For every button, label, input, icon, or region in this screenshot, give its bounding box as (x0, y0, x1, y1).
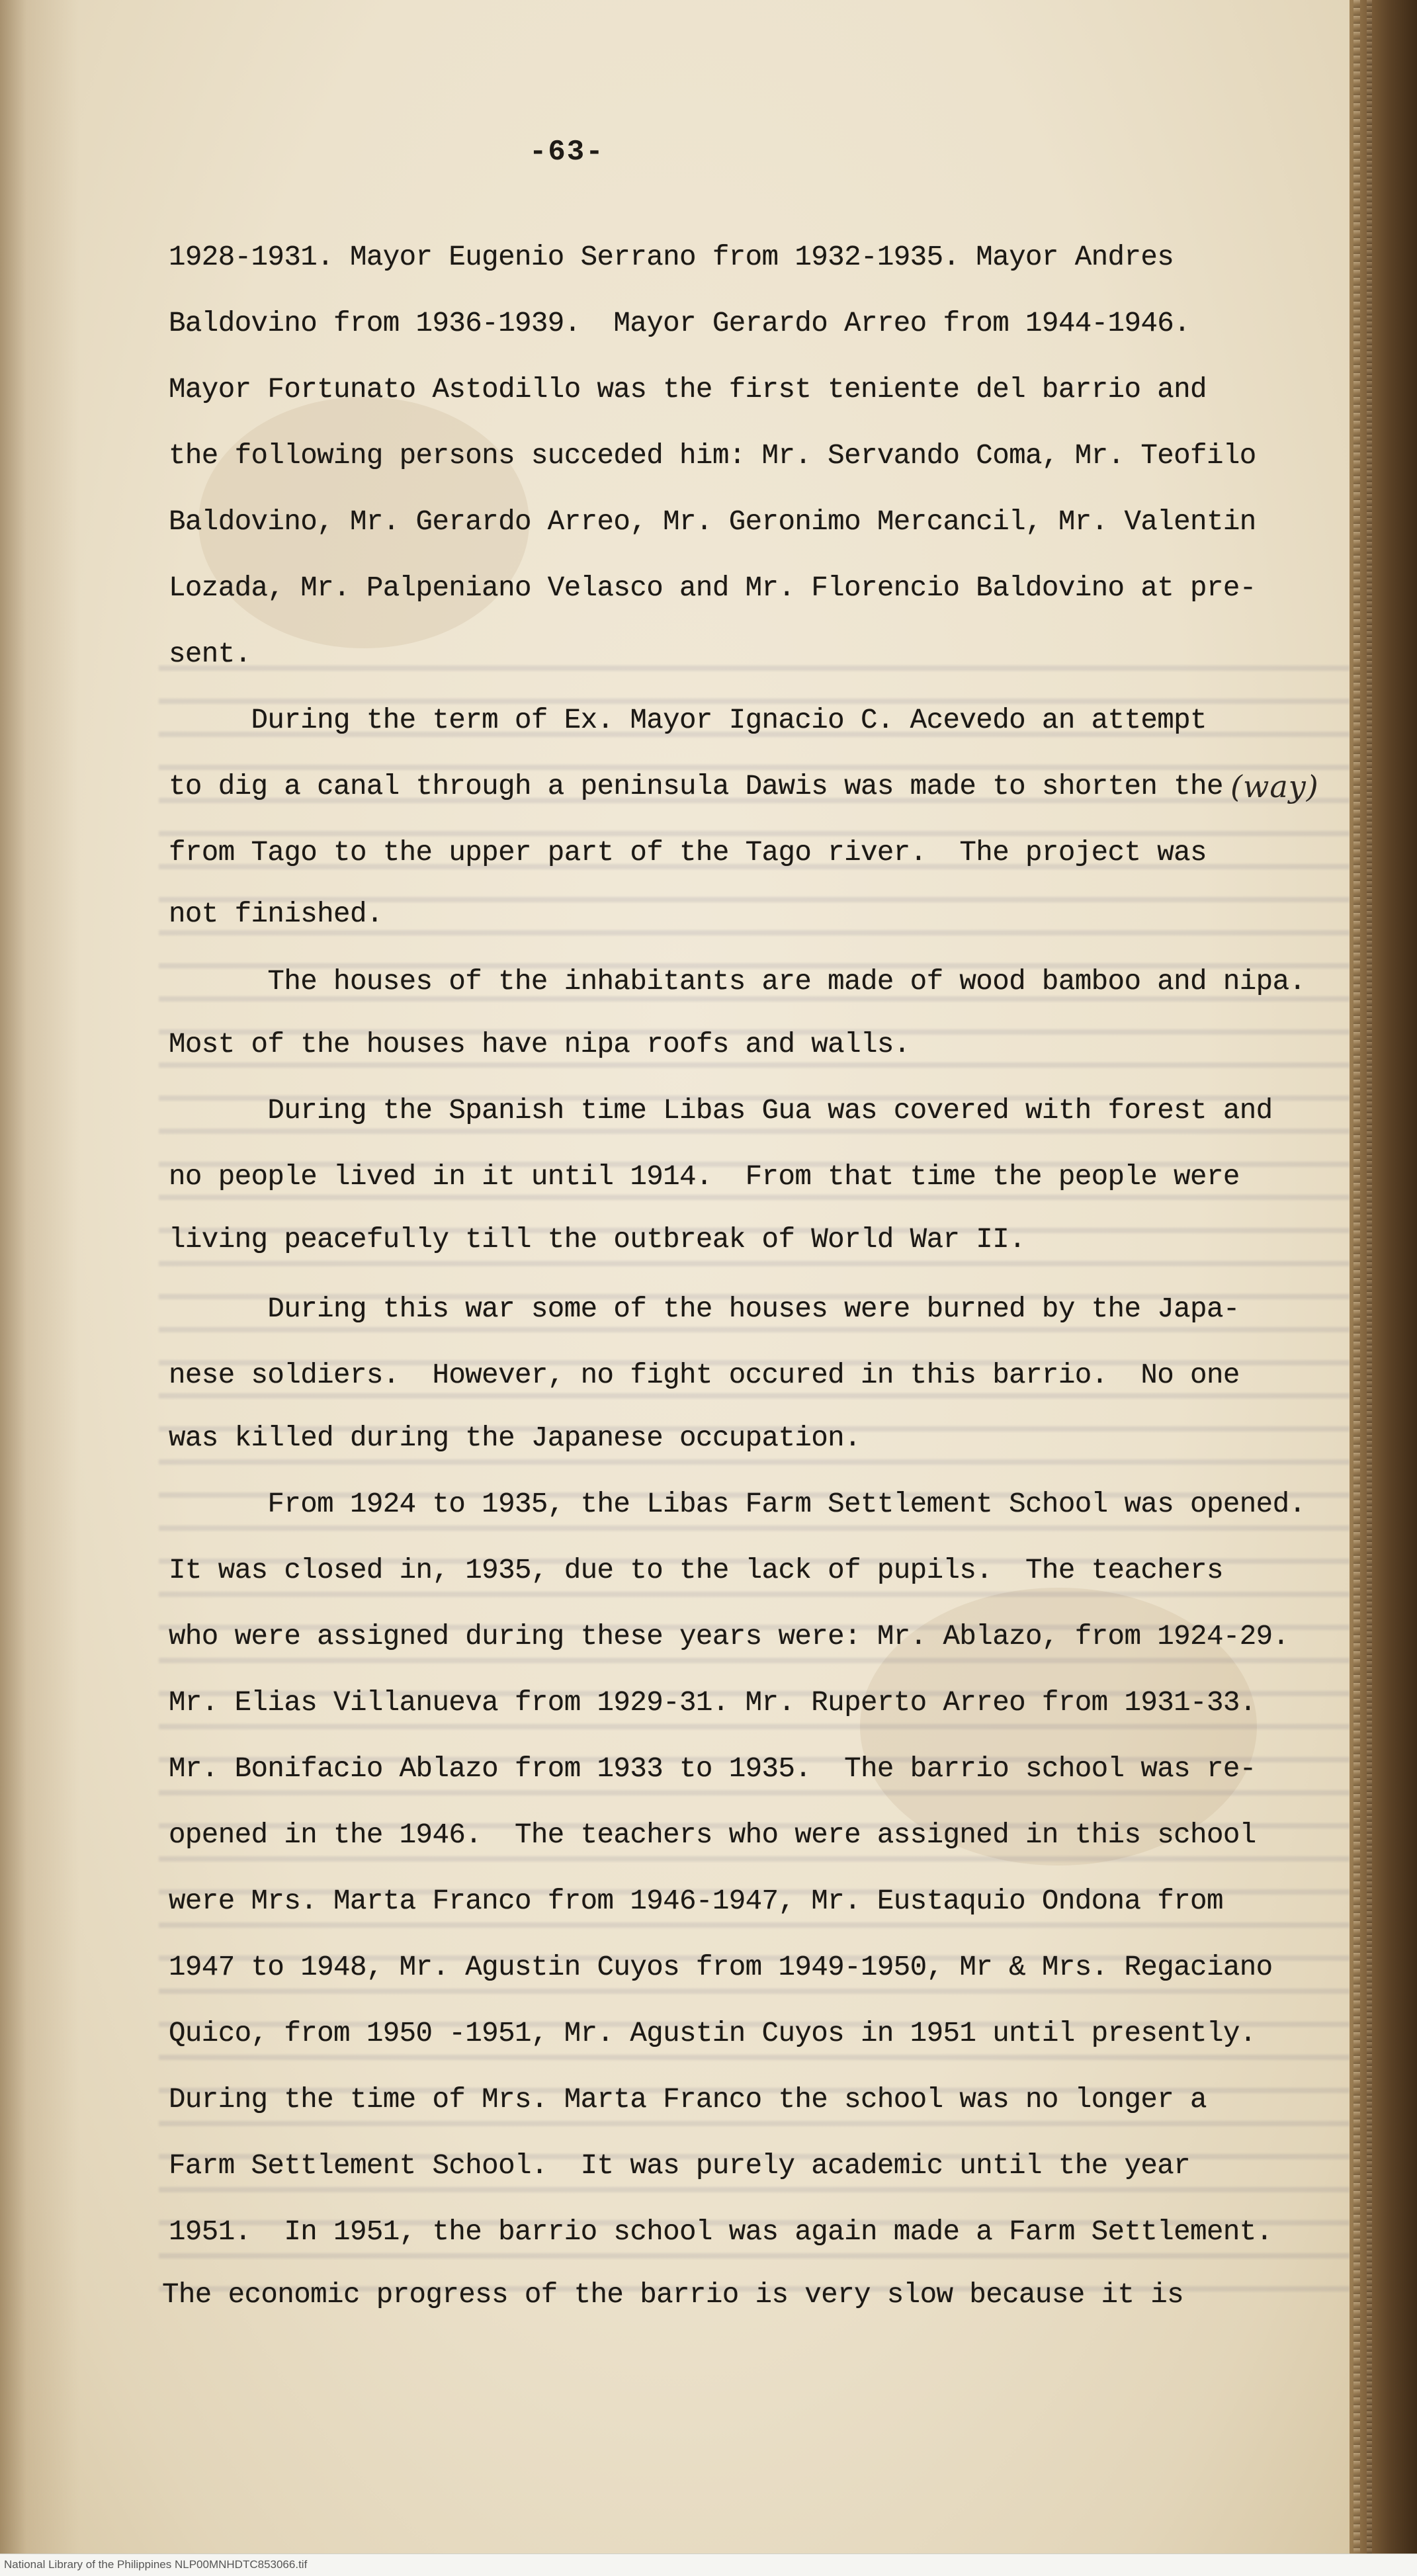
text-line: It was closed in, 1935, due to the lack of pupils. The teachers (169, 1555, 1223, 1586)
text-line: sent. (169, 638, 251, 670)
text-line: During the time of Mrs. Marta Franco the school was no longer a (169, 2084, 1207, 2116)
text-line: was killed during the Japanese occupation. (169, 1422, 861, 1454)
handwritten-insertion: (way) (1230, 769, 1319, 804)
text-line: During the term of Ex. Mayor Ignacio C. Acevedo an attempt (169, 705, 1207, 736)
page-number: -63- (529, 136, 605, 169)
text-line: 1947 to 1948, Mr. Agustin Cuyos from 1949-1950, Mr & Mrs. Regaciano (169, 1952, 1273, 1983)
text-line: from Tago to the upper part of the Tago river. The project was (169, 837, 1207, 869)
book-page-edge (1350, 0, 1417, 2576)
text-line: Baldovino from 1936-1939. Mayor Gerardo Arreo from 1944-1946. (169, 308, 1191, 339)
text-line: 1951. In 1951, the barrio school was again made a Farm Settlement. (169, 2216, 1273, 2248)
text-line: During this war some of the houses were burned by the Japa- (169, 1293, 1240, 1325)
text-line: were Mrs. Marta Franco from 1946-1947, Mr. Eustaquio Ondona from (169, 1885, 1223, 1917)
text-line: Mr. Bonifacio Ablazo from 1933 to 1935. The barrio school was re- (169, 1753, 1256, 1785)
text-line: nese soldiers. However, no fight occured in this barrio. No one (169, 1359, 1240, 1391)
text-line: From 1924 to 1935, the Libas Farm Settlement School was opened. (169, 1488, 1306, 1520)
text-line: Baldovino, Mr. Gerardo Arreo, Mr. Geronimo Mercancil, Mr. Valentin (169, 506, 1256, 538)
text-line: 1928-1931. Mayor Eugenio Serrano from 1932-1935. Mayor Andres (169, 241, 1174, 273)
text-line: the following persons succeded him: Mr. Servando Coma, Mr. Teofilo (169, 440, 1256, 472)
text-line: Mayor Fortunato Astodillo was the first teniente del barrio and (169, 374, 1207, 406)
text-line: who were assigned during these years were: Mr. Ablazo, from 1924-29. (169, 1621, 1289, 1653)
text-line: The houses of the inhabitants are made of wood bamboo and nipa. (169, 966, 1306, 998)
text-line: not finished. (169, 898, 383, 930)
text-line: Farm Settlement School. It was purely academic until the year (169, 2150, 1191, 2182)
text-line: Most of the houses have nipa roofs and walls. (169, 1029, 910, 1060)
text-line: to dig a canal through a peninsula Dawis was made to shorten the (169, 771, 1223, 802)
text-line: Quico, from 1950 -1951, Mr. Agustin Cuyos in 1951 until presently. (169, 2018, 1256, 2049)
text-line: Lozada, Mr. Palpeniano Velasco and Mr. Florencio Baldovino at pre- (169, 572, 1256, 604)
text-line: Mr. Elias Villanueva from 1929-31. Mr. Ruperto Arreo from 1931-33. (169, 1687, 1256, 1719)
footer-caption: National Library of the Philippines NLP00MNHDTC853066.tif (4, 2558, 308, 2571)
text-line: living peacefully till the outbreak of World War II. (169, 1224, 1026, 1256)
text-line: opened in the 1946. The teachers who were assigned in this school (169, 1819, 1256, 1851)
bleed-through-text (159, 648, 1350, 2302)
text-line: no people lived in it until 1914. From that time the people were (169, 1161, 1240, 1193)
scan-footer (0, 2554, 1417, 2576)
text-line: The economic progress of the barrio is very slow because it is (162, 2279, 1184, 2311)
text-line: During the Spanish time Libas Gua was covered with forest and (169, 1095, 1273, 1127)
